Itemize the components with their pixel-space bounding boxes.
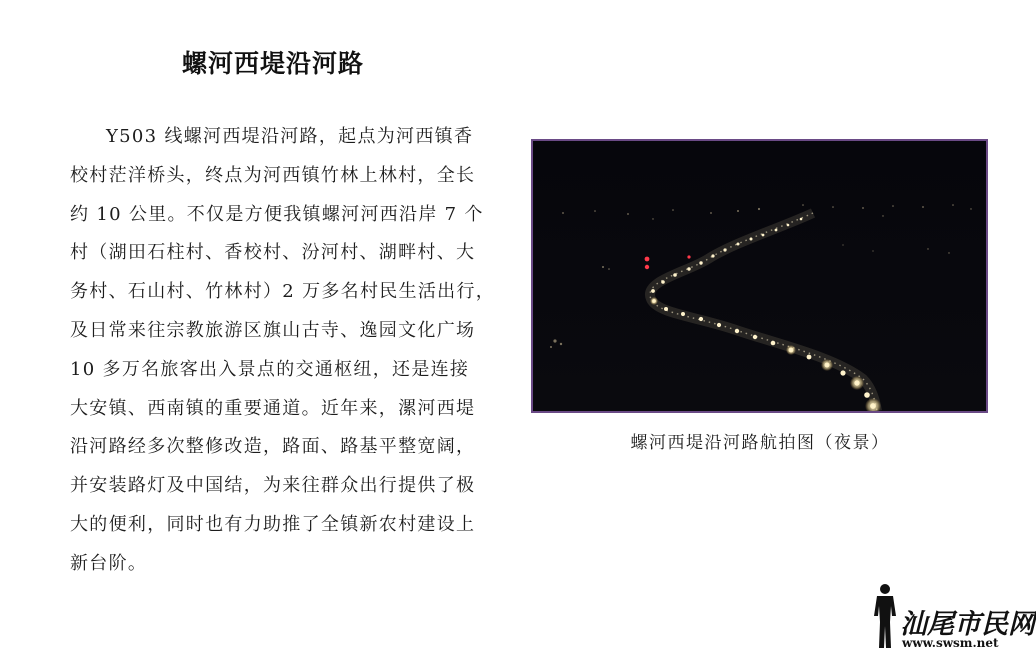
paragraph-line: 大安镇、西南镇的重要通道。近年来，漯河西堤	[70, 397, 476, 419]
paragraph-line: 大的便利，同时也有力助推了全镇新农村建设上	[70, 513, 476, 535]
paragraph-line: 及日常来往宗教旅游区旗山古寺、逸园文化广场	[70, 319, 476, 341]
photo-caption: 螺河西堤沿河路航拍图（夜景）	[630, 433, 890, 453]
brand-logo-text: 汕尾市民网	[900, 609, 1035, 640]
brand-url: www.swsm.net	[902, 636, 999, 650]
paragraph-line: Y503 线螺河西堤沿河路，起点为河西镇香	[106, 126, 474, 147]
paragraph-line: 约 10 公里。不仅是方便我镇螺河河西沿岸 7 个	[70, 203, 484, 225]
paragraph-line: 校村茫洋桥头，终点为河西镇竹林上林村，全长	[70, 164, 476, 186]
page-title: 螺河西堤沿河路	[182, 49, 365, 78]
paragraph-line: 新台阶。	[70, 552, 148, 574]
aerial-night-photo	[531, 139, 988, 413]
paragraph-line: 务村、石山村、竹林村）2 万多名村民生活出行，	[70, 281, 496, 303]
person-silhouette-icon	[870, 582, 900, 650]
article-body	[70, 118, 495, 584]
paragraph-line: 村（湖田石柱村、香校村、汾河村、湖畔村、大	[70, 242, 476, 264]
site-watermark	[870, 582, 1035, 652]
night-road-image	[533, 141, 986, 411]
paragraph-line: 10 多万名旅客出入景点的交通枢纽，还是连接	[70, 358, 470, 380]
paragraph-line: 沿河路经多次整修改造，路面、路基平整宽阔，	[70, 436, 476, 458]
paragraph-line: 并安装路灯及中国结，为来往群众出行提供了极	[70, 475, 476, 497]
